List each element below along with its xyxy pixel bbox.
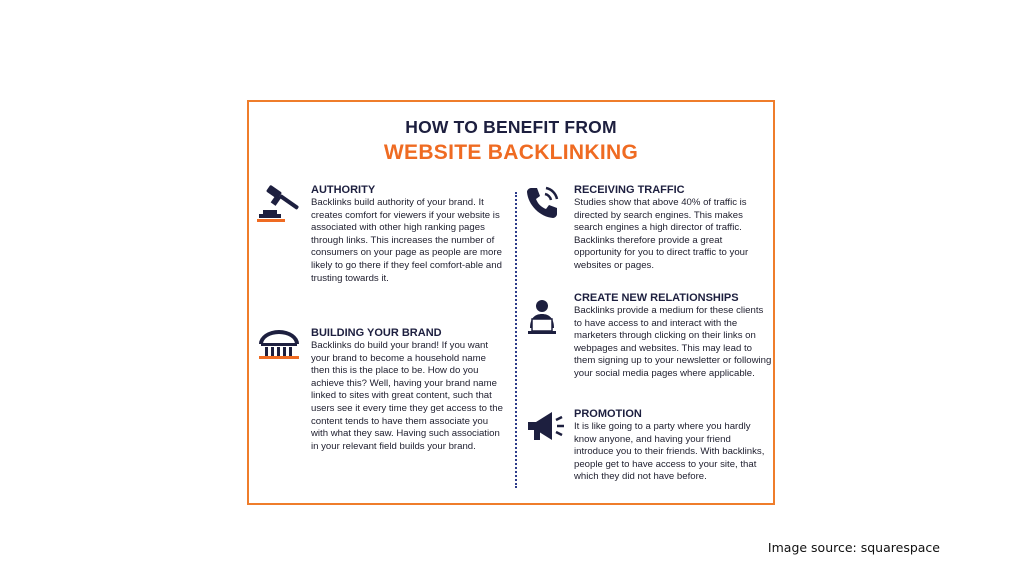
section-heading: AUTHORITY bbox=[311, 184, 376, 196]
section-body: Backlinks provide a medium for these clients to have access to and interact with the marketers through clicking on their links on webpages and websites. This may lead to them signing up to your newsletter or following your social media pages where applicable. bbox=[574, 305, 772, 379]
section-create-relationships bbox=[574, 292, 772, 381]
phone-icon bbox=[523, 182, 563, 222]
section-receiving-traffic bbox=[574, 184, 772, 273]
title-line-1: HOW TO BENEFIT FROM bbox=[405, 117, 617, 137]
title-line-2: WEBSITE BACKLINKING bbox=[383, 141, 639, 164]
section-promotion bbox=[574, 408, 772, 484]
section-heading: PROMOTION bbox=[574, 408, 642, 420]
institution-icon bbox=[257, 328, 301, 362]
section-heading: CREATE NEW RELATIONSHIPS bbox=[574, 292, 739, 304]
section-authority bbox=[311, 184, 507, 285]
section-heading: RECEIVING TRAFFIC bbox=[574, 184, 685, 196]
section-building-brand bbox=[311, 327, 507, 453]
column-divider bbox=[515, 192, 517, 488]
image-source-caption: Image source: squarespace bbox=[767, 540, 940, 555]
section-heading: BUILDING YOUR BRAND bbox=[311, 327, 442, 339]
section-body: It is like going to a party where you hardly know anyone, and having your friend introduce you to their friends. With backlinks, people get to have access to your site, that which they did not have before. bbox=[574, 421, 765, 483]
section-body: Backlinks build authority of your brand. It creates comfort for viewers if your website is associated with other high ranking pages through links. This increases the number of consumers on your page as people are more likely to go there if they feel comfort-able and trusting towards it. bbox=[311, 197, 502, 284]
megaphone-icon bbox=[524, 408, 566, 446]
section-body: Studies show that above 40% of traffic is directed by search engines. This makes search engines a high director of traffic. Backlinks therefore provide a great opportunity for you to direct traffic to your websites or pages. bbox=[574, 197, 749, 271]
infographic-card bbox=[247, 100, 775, 505]
gavel-icon bbox=[257, 184, 303, 224]
section-body: Backlinks do build your brand! If you want your brand to become a household name then this is the place to be. How do you achieve this? Well, having your brand name linked to sites with great content, such that users see it every time they get access to the content tends to have them associate you with what they saw. Having such association in your relevant field builds your brand. bbox=[311, 340, 503, 452]
user-laptop-icon bbox=[525, 298, 559, 338]
